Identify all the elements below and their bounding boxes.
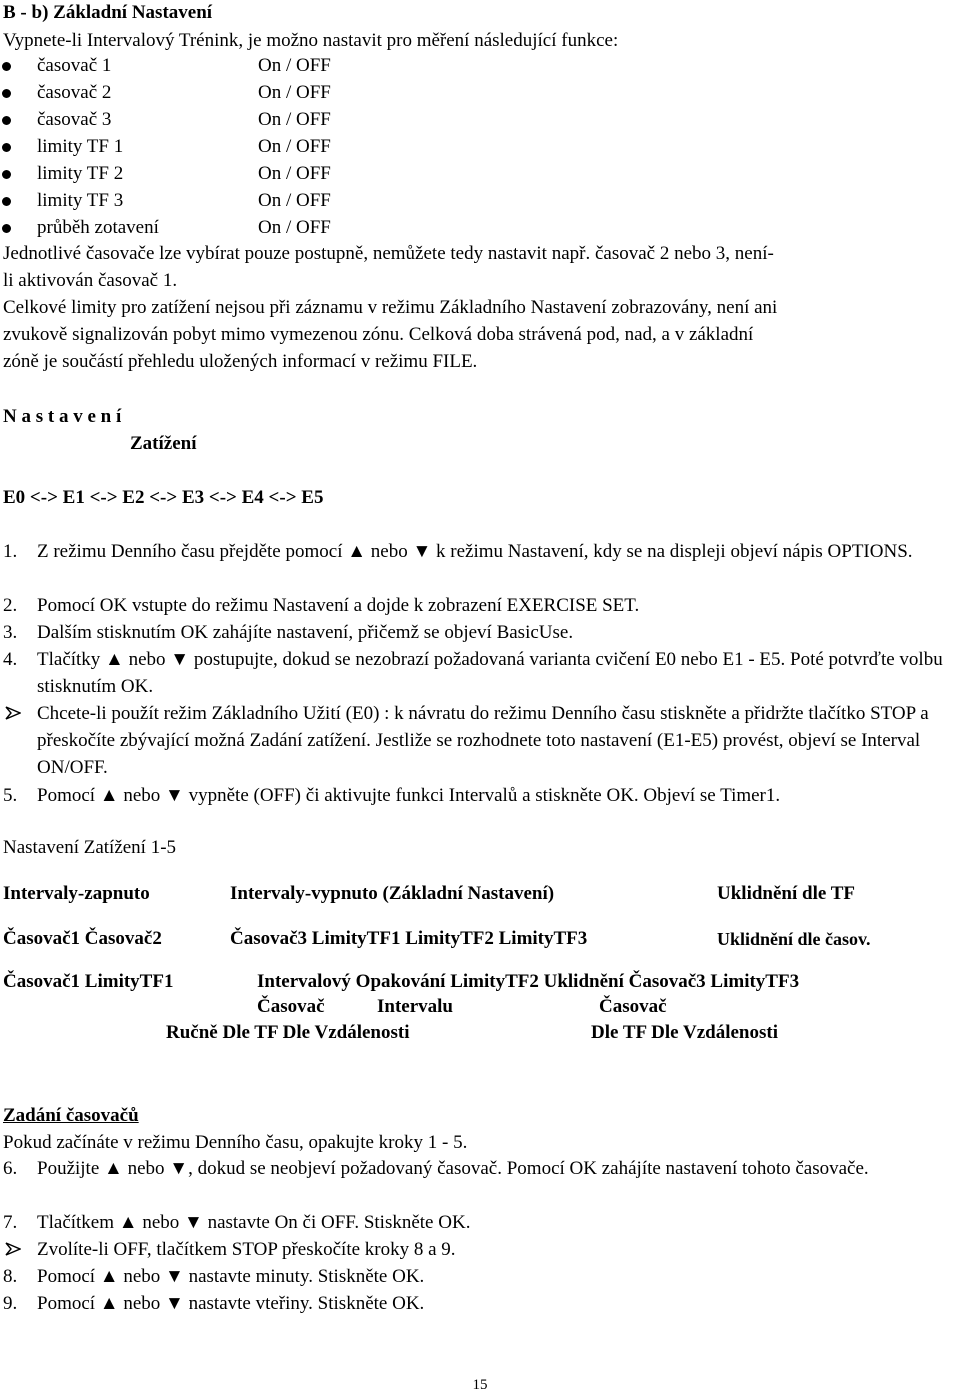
arrow-bullet-icon: [5, 706, 21, 720]
zc-intro: Pokud začínáte v režimu Denního času, opakujte kroky 1 - 5.: [3, 1132, 468, 1153]
paragraph-line: Jednotlivé časovače lze vybírat pouze postupně, nemůžete tedy nastavit např. časovač 2 nebo 3, není-: [3, 243, 774, 264]
step-text: Pomocí ▲ nebo ▼ nastavte minuty. Stiskněte OK.: [37, 1266, 425, 1287]
step-number: 5.: [3, 785, 18, 806]
bullet-icon: [2, 170, 11, 179]
table-cell: Časovač3 LimityTF1 LimityTF2 LimityTF3: [230, 928, 588, 949]
step-text: Zvolíte-li OFF, tlačítkem STOP přeskočíte kroky 8 a 9.: [37, 1239, 456, 1260]
table-cell: Časovač1 LimityTF1: [3, 971, 174, 992]
table-header: Intervaly-zapnuto: [3, 883, 150, 904]
step-item: [3, 1263, 960, 1290]
table-cell: Dle TF Dle Vzdálenosti: [591, 1022, 779, 1043]
bullet-icon: [2, 197, 11, 206]
step-number: 6.: [3, 1158, 18, 1179]
step-text: Pomocí OK vstupte do režimu Nastavení a dojde k zobrazení EXERCISE SET.: [37, 595, 640, 616]
step-text: Použijte ▲ nebo ▼, dokud se neobjeví požadovaný časovač. Pomocí OK zahájíte nastavení tohoto časovače.: [37, 1158, 869, 1179]
function-name: limity TF 3: [37, 190, 124, 211]
step-text: Pomocí ▲ nebo ▼ vypněte (OFF) či aktivujte funkci Intervalů a stiskněte OK. Objeví se Timer1.: [37, 785, 781, 806]
zatizeni-heading: Zatížení: [130, 433, 197, 454]
table-header: Uklidnění dle TF: [717, 883, 855, 904]
step-item: [3, 1155, 960, 1209]
function-item: [0, 79, 400, 106]
function-value: On / OFF: [258, 55, 331, 76]
function-item: [0, 106, 400, 133]
table-cell: Intervalový Opakování LimityTF2 Uklidnění Časovač3 LimityTF3: [257, 971, 800, 992]
bullet-icon: [2, 62, 11, 71]
function-name: časovač 3: [37, 109, 112, 130]
arrow-bullet-icon: [5, 1242, 21, 1256]
step-number: 9.: [3, 1293, 18, 1314]
exercise-sequence: E0 <-> E1 <-> E2 <-> E3 <-> E4 <-> E5: [3, 487, 324, 508]
paragraph-line: Celkové limity pro zatížení nejsou při záznamu v režimu Základního Nastavení zobrazovány, není ani: [3, 297, 778, 318]
function-name: limity TF 1: [37, 136, 124, 157]
step-number: 2.: [3, 595, 18, 616]
function-name: limity TF 2: [37, 163, 124, 184]
table-cell: Časovač: [257, 996, 325, 1017]
step-item: [3, 1236, 960, 1263]
function-item: [0, 52, 400, 79]
paragraph-line: li aktivován časovač 1.: [3, 270, 178, 291]
bullet-icon: [2, 116, 11, 125]
step-number: 8.: [3, 1266, 18, 1287]
function-item: [0, 133, 400, 160]
step-item: [3, 700, 960, 782]
function-item: [0, 187, 400, 214]
function-name: časovač 2: [37, 82, 112, 103]
table-header: Intervaly-vypnuto (Základní Nastavení): [230, 883, 555, 904]
nz-title: Nastavení Zatížení 1-5: [3, 837, 177, 858]
step-number: 1.: [3, 541, 18, 562]
step-item: [3, 619, 960, 646]
step-text: Dalším stisknutím OK zahájíte nastavení, přičemž se objeví BasicUse.: [37, 622, 574, 643]
function-value: On / OFF: [258, 82, 331, 103]
intro-text: Vypnete-li Intervalový Trénink, je možno nastavit pro měření následující funkce:: [3, 30, 619, 51]
function-value: On / OFF: [258, 136, 331, 157]
function-item: [0, 214, 400, 241]
nastaveni-heading: N a s t a v e n í: [3, 406, 122, 427]
step-text: Chcete-li použít režim Základního Užití (E0) : k návratu do režimu Denního času stiskněte a přidržte tlačítko STOP a přeskočíte zbývající možná Zadání zatížení. Jestliže se rozhodnete toto nastavení (E1-E5) provést, objeví se Interval ON/OFF.: [37, 703, 929, 779]
table-cell: Ručně Dle TF Dle Vzdálenosti: [166, 1022, 410, 1043]
function-value: On / OFF: [258, 190, 331, 211]
function-name: průběh zotavení: [37, 217, 159, 238]
page-number: 15: [472, 1377, 488, 1393]
step-item: [3, 592, 960, 619]
function-value: On / OFF: [258, 163, 331, 184]
table-cell: Uklidnění dle časov.: [717, 929, 871, 949]
bullet-icon: [2, 89, 11, 98]
step-text: Pomocí ▲ nebo ▼ nastavte vteřiny. Stiskněte OK.: [37, 1293, 425, 1314]
paragraph-line: zvukově signalizován pobyt mimo vymezenou zónu. Celková doba strávená pod, nad, a v základní: [3, 324, 754, 345]
step-item: [3, 1290, 960, 1317]
step-text: Tlačítky ▲ nebo ▼ postupujte, dokud se nezobrazí požadovaná varianta cvičení E0 nebo E1 - E5. Poté potvrďte volbu stisknutím OK.: [37, 649, 943, 698]
table-cell: Intervalu: [377, 996, 453, 1017]
step-number: 7.: [3, 1212, 18, 1233]
step-item: [3, 646, 960, 700]
step-text: Tlačítkem ▲ nebo ▼ nastavte On či OFF. Stiskněte OK.: [37, 1212, 471, 1233]
step-item: [3, 782, 960, 809]
paragraph-line: zóně je součástí přehledu uložených informací v režimu FILE.: [3, 351, 478, 372]
zc-title: Zadání časovačů: [3, 1105, 139, 1126]
table-cell: Časovač: [599, 996, 667, 1017]
section-heading: B - b) Základní Nastavení: [3, 2, 213, 23]
function-name: časovač 1: [37, 55, 112, 76]
step-item: [3, 538, 960, 592]
function-value: On / OFF: [258, 217, 331, 238]
bullet-icon: [2, 224, 11, 233]
table-cell: Časovač1 Časovač2: [3, 928, 162, 949]
bullet-icon: [2, 143, 11, 152]
function-value: On / OFF: [258, 109, 331, 130]
function-item: [0, 160, 400, 187]
step-number: 3.: [3, 622, 18, 643]
step-text: Z režimu Denního času přejděte pomocí ▲ nebo ▼ k režimu Nastavení, kdy se na displeji objeví nápis OPTIONS.: [37, 541, 913, 562]
step-number: 4.: [3, 649, 18, 670]
step-item: [3, 1209, 960, 1236]
